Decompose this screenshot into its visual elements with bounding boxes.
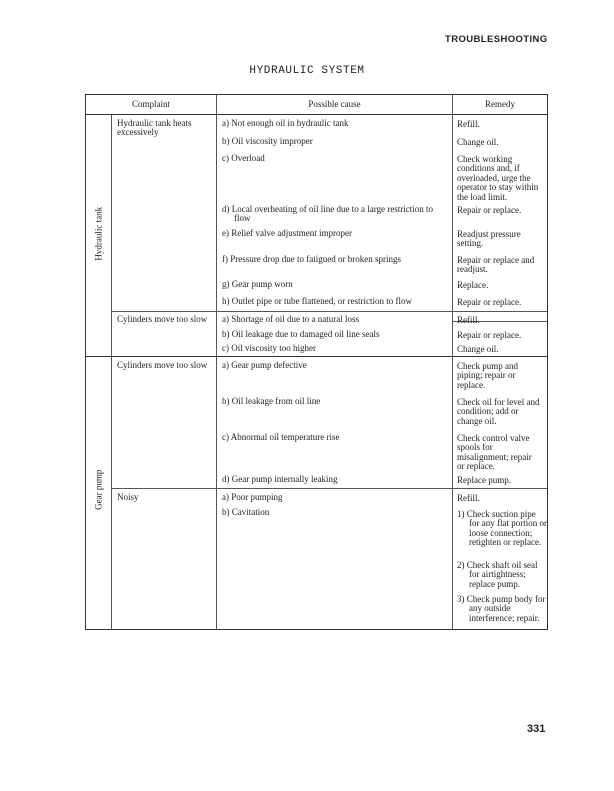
header-possible-cause: Possible cause [308, 99, 361, 109]
cause-entry: b) Oil leakage due to damaged oil line seals [222, 329, 380, 339]
remedy-entry: Refill. [457, 315, 480, 325]
cause-entry: c) Overload [222, 153, 265, 163]
cause-entry: b) Oil leakage from oil line [222, 396, 321, 406]
remedy-entry: Replace. [457, 280, 489, 290]
group-label-hydraulic-tank: Hydraulic tank [93, 206, 104, 261]
remedy-entry: Readjust pressure setting. [457, 229, 521, 249]
remedy-entry: Check oil for level and condition; add or change oil. [457, 397, 540, 426]
remedy-entry: Change oil. [457, 137, 499, 147]
complaint-divider [111, 488, 547, 489]
cause-entry: a) Gear pump defective [222, 360, 307, 370]
cause-entry: a) Not enough oil in hydraulic tank [222, 118, 349, 128]
complaint-column-divider [216, 95, 217, 630]
cause-entry: e) Relief valve adjustment improper [222, 228, 352, 238]
remedy-entry: Refill. [457, 493, 480, 503]
complaint-cell: Noisy [117, 492, 139, 502]
page-number: 331 [527, 723, 546, 735]
remedy-list-item: 2) Check shaft oil seal for airtightness; replace pump. [457, 560, 538, 589]
cause-entry: a) Poor pumping [222, 492, 283, 502]
complaint-divider [111, 311, 547, 312]
remedy-entry: Repair or replace. [457, 297, 522, 307]
cause-entry: c) Oil viscosity too higher [222, 343, 316, 353]
remedy-entry: Repair or replace and readjust. [457, 255, 535, 275]
cause-entry: c) Abnormal oil temperature rise [222, 432, 340, 442]
cause-entry: g) Gear pump worn [222, 279, 293, 289]
remedy-entry: Change oil. [457, 344, 499, 354]
section-title: HYDRAULIC SYSTEM [249, 65, 365, 77]
remedy-entry: Check control valve spools for misalignment; repair or replace. [457, 433, 532, 472]
complaint-cell: Cylinders move too slow [117, 314, 208, 324]
cause-entry: f) Pressure drop due to fatigued or broken springs [222, 254, 401, 264]
troubleshooting-table [85, 94, 548, 630]
remedy-entry: Replace pump. [457, 475, 511, 485]
remedy-entry: Check working conditions and, if overloaded, urge the operator to stay within the load limit. [457, 154, 539, 202]
header-divider [86, 114, 547, 115]
group-column-divider [111, 114, 112, 630]
cause-entry: h) Outlet pipe or tube flattened, or restriction to flow [222, 296, 412, 306]
cause-entry: b) Cavitation [222, 507, 270, 517]
remedy-entry: Repair or replace. [457, 205, 522, 215]
cause-entry: d) Gear pump internally leaking [222, 474, 338, 484]
header-remedy: Remedy [485, 99, 515, 109]
remedy-list-item: 3) Check pump body for any outside interference; repair. [457, 594, 546, 623]
cause-entry: b) Oil viscosity improper [222, 136, 313, 146]
group-label-gear-pump: Gear pump [93, 469, 104, 510]
remedy-list-item: 1) Check suction pipe for any flat portion or loose connection; retighten or replace. [457, 509, 547, 548]
complaint-cell: Cylinders move too slow [117, 360, 208, 370]
remedy-column-divider [452, 95, 453, 630]
running-head: TROUBLESHOOTING [445, 34, 548, 45]
remedy-entry: Repair or replace. [457, 330, 522, 340]
cause-entry: d) Local overheating of oil line due to a large restriction to flow [222, 204, 434, 224]
remedy-entry: Check pump and piping; repair or replace. [457, 361, 518, 390]
complaint-cell: Hydraulic tank heats excessively [117, 118, 192, 138]
cause-entry: a) Shortage of oil due to a natural loss [222, 314, 359, 324]
remedy-entry: Refill. [457, 119, 480, 129]
group-divider [86, 356, 547, 357]
header-complaint: Complaint [132, 99, 170, 109]
